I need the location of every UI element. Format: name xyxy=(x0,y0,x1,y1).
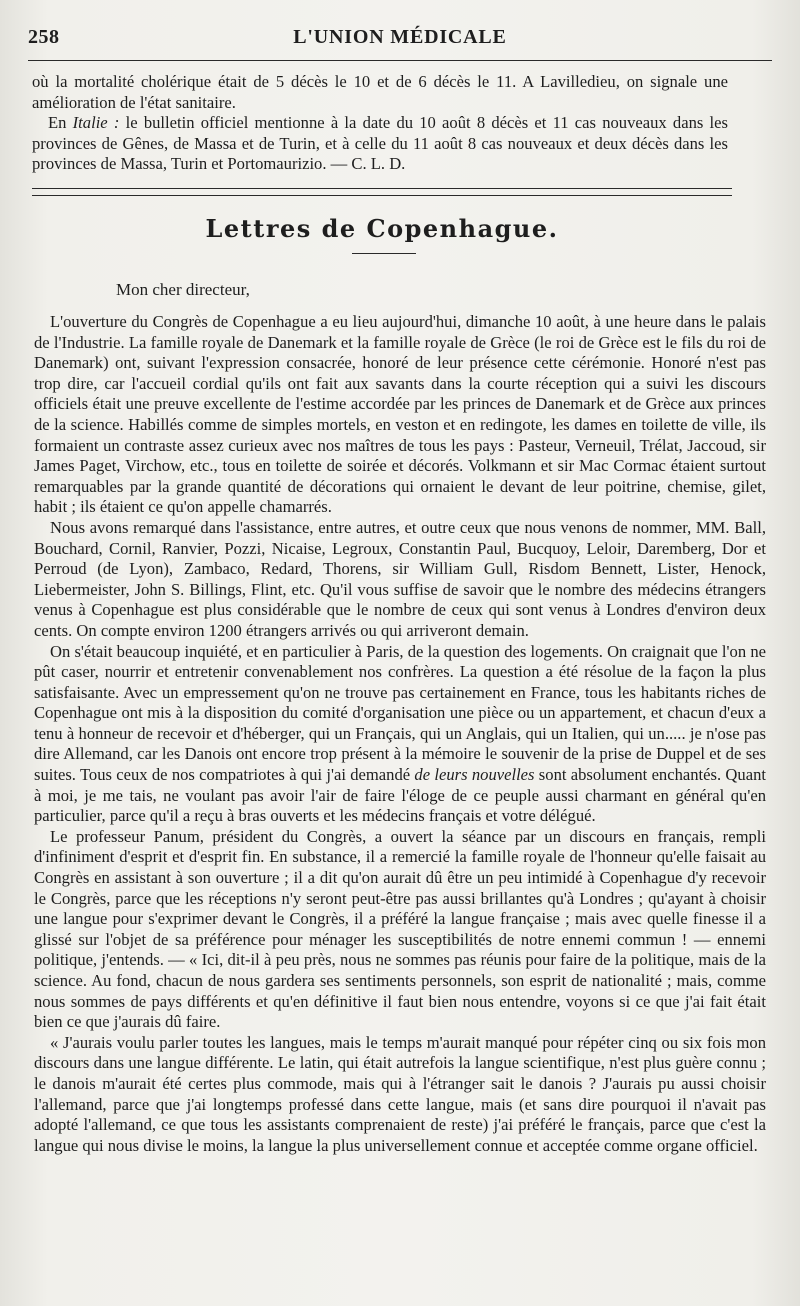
intro-paragraph-italie xyxy=(32,113,728,175)
text-span: sont absolument enchantés. Quant à moi, je me tais, ne voulant pas avoir l'air de faire l'éloge de ce peuple aussi charmant en général qu'en particulier, parce qu'il a reçu à bras ouverts et les médecins français et votre délégué. xyxy=(34,765,766,826)
text-span: le bulletin officiel mentionne à la date du 10 août 8 décès et 11 cas nouveaux dans les provinces de Gênes, de Massa et de Turin, et à celle du 11 août 8 cas nouveaux et deux décès dans les provinces de Massa, Turin et Portomaurizio. — C. L. D. xyxy=(32,113,728,174)
text-span: En xyxy=(48,113,73,133)
italic-text: de leurs nouvelles xyxy=(414,765,535,785)
article-paragraph: Nous avons remarqué dans l'assistance, entre autres, et outre ceux que nous venons de nommer, MM. Ball, Bouchard, Cornil, Ranvier, Pozzi, Nicaise, Legroux, Constantin Paul, Bucquoy, Leloir, Daremberg, Dor et Perroud (de Lyon), Zambaco, Redard, Thorens, sir William Gull, Risdom Bennett, Lister, Henock, Liebermeister, John S. Billings, Flint, etc. Qu'il vous suffise de savoir que le nombre des médecins étrangers venus à Copenhague est plus considérable que le nombre de ceux qui sont venus à Londres d'environ deux cents. On compte environ 1200 étrangers arrivés ou qui arriveront demain. xyxy=(34,517,766,640)
section-separator xyxy=(32,188,732,196)
article-paragraph: Le professeur Panum, président du Congrès, a ouvert la séance par un discours en français, rempli d'infiniment d'esprit et d'esprit fin. En substance, il a remercié la famille royale de l'honneur qu'elle faisait au Congrès en assistant à son ouverture ; il a dit qu'on aurait dû être un peu intimidé à Copenhague d'y recevoir le Congrès, parce que les réceptions n'y seront peut-être pas aussi brillantes qu'à Londres ; qu'ayant à choisir une langue pour s'exprimer devant le Congrès, il a préféré la langue française ; mais avec quelle finesse il a glissé sur l'objet de sa préférence pour ménager les susceptibilités de notre ennemi commun ! — ennemi politique, j'entends. — « Ici, dit-il à peu près, nous ne sommes pas réunis pour faire de la politique, mais de la science. Au fond, chacun de nous gardera ses sentiments personnels, son esprit de nationalité ; mais, comme nous sommes de pays différents et qu'en définitive il faut bien nous entendre, voyons si ce que j'ai fait était bien ce que j'aurais dû faire. xyxy=(34,826,766,1032)
salutation: Mon cher directeur, xyxy=(116,280,250,299)
running-title: L'UNION MÉDICALE xyxy=(293,26,507,48)
italic-text: Italie : xyxy=(72,113,120,133)
title-underline xyxy=(352,253,416,254)
header-rule xyxy=(28,60,772,61)
page-header xyxy=(28,26,772,56)
article-paragraph xyxy=(34,642,766,827)
article-paragraph: « J'aurais voulu parler toutes les langues, mais le temps m'aurait manqué pour répéter cinq ou six fois mon discours dans une langue différente. Le latin, qui était autrefois la langue scientifique, n'est plus guère connu ; le danois m'aurait été certes plus commode, mais qui à l'étranger sait le danois ? J'aurais pu aussi choisir l'allemand, parce que j'ai longtemps professé dans cette langue, mais (et sans dire pourquoi il n'avait pas adopté l'allemand, ce que tous les assistants comprenaient de reste) j'ai préféré le français, parce que c'est la langue qui nous divise le moins, la langue la plus universellement connue et acceptée comme organe officiel. xyxy=(34,1032,766,1155)
article-paragraph: L'ouverture du Congrès de Copenhague a eu lieu aujourd'hui, dimanche 10 août, à une heure dans le palais de l'Industrie. La famille royale de Danemark et la famille royale de Grèce (le roi de Grèce est le fils du roi de Danemark) ont, suivant l'expression consacrée, honoré de leur présence cette cérémonie. Honoré n'est pas trop dire, car l'accueil cordial qu'ils ont fait aux savants dans la courte réception qui a suivi les discours officiels était une preuve excellente de l'estime accordée par les princes de Danemark et de Grèce aux princes de la science. Habillés comme de simples mortels, en veston et en redingote, les dames en toilette de ville, ils formaient un contraste assez curieux avec nos maîtres de tous les pays : Pasteur, Verneuil, Trélat, Jaccoud, sir James Paget, Virchow, etc., tous en toilette de soirée et décorés. Volkmann et sir Mac Cormac étaient surtout remarquables par la grande quantité de décorations qui ornaient le devant de leur poitrine, chemise, gilet, habit ; ils étaient ce qu'on appelle chamarrés. xyxy=(34,312,766,517)
intro-paragraph: où la mortalité cholérique était de 5 décès le 10 et de 6 décès le 11. A Lavilledieu, on signale une amélioration de l'état sanitaire. xyxy=(32,72,728,112)
page-number: 258 xyxy=(28,26,60,48)
intro-text-block xyxy=(32,72,728,175)
text-span: On s'était beaucoup inquiété, et en particulier à Paris, de la question des logements. On craignait que l'on ne pût caser, nourrir et entretenir convenablement nos confrères. La question a été résolue de la façon la plus satisfaisante. Avec un empressement qu'on ne trouve pas certainement en France, tous les habitants riches de Copenhague ont mis à la disposition du comité d'organisation une pièce ou un appartement, et chacun d'eux a tenu à honneur de recevoir et d'héberger, qui un Français, qui un Anglais, qui un Italien, qui un..... je n'ose pas dire Allemand, car les Danois ont encore trop présent à la mémoire le souvenir de la prise de Duppel et de ses suites. Tous ceux de nos compatriotes à qui j'ai demandé xyxy=(34,641,766,785)
article-body xyxy=(34,312,766,1156)
article-title: Lettres de Copenhague. xyxy=(205,214,559,243)
